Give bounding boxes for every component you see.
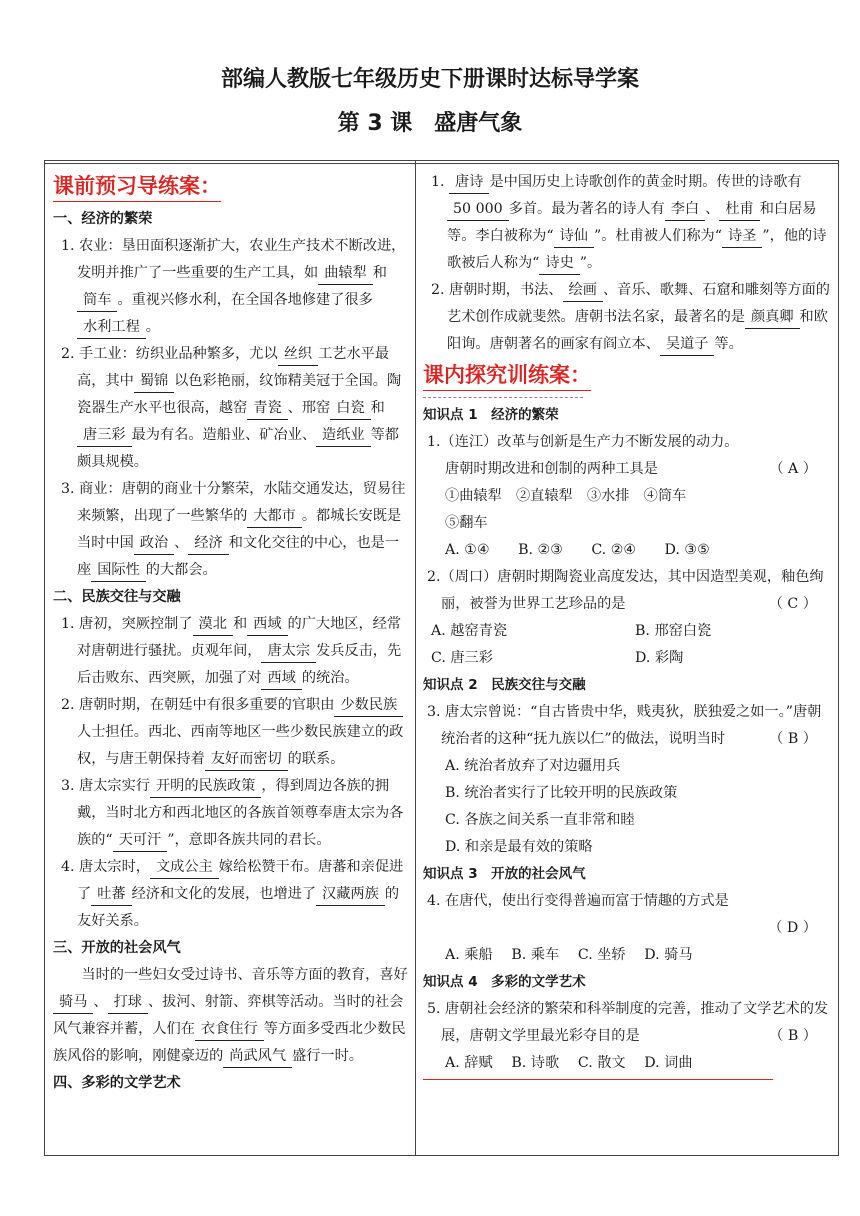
ethnic-item-3: 3. 唐太宗实行 开明的民族政策 ，得到周边各族的拥戴，当时北方和西北地区的各族首领尊奉唐太宗为各族的“ 天可汗 ”，意即各族共同的君长。 <box>53 773 409 854</box>
heading-economy: 一、经济的繁荣 <box>53 211 153 227</box>
social-paragraph: 当时的一些妇女受过诗书、音乐等方面的教育，喜好骑马 、 打球 、拔河、射箭、弈棋等活动。当时的社会风气兼容并蓄，人们在 衣食住行 等方面多受西北少数民族风俗的影响，刚健豪迈的 尚武风气 盛行一时。 <box>53 962 409 1070</box>
answer-1: （ A ） <box>769 461 817 477</box>
lesson-title: 第 3 课 盛唐气象 <box>337 111 523 136</box>
question-4: 4. 在唐代，使出行变得普遍而富于情趣的方式是 （ D ） A. 乘船 B. 乘车 C. 坐轿 D. 骑马 <box>423 888 835 969</box>
art-item-2: 2. 唐朝时期，书法、 绘画 、音乐、歌舞、石窟和雕刻等方面的艺术创作成就斐然。唐朝书法名家，最著名的是 颜真卿 和欧阳询。唐朝著名的画家有阎立本、 吴道子 等。 <box>423 277 835 358</box>
left-column <box>53 169 409 1155</box>
heading-art: 四、多彩的文学艺术 <box>53 1075 181 1091</box>
economy-handicraft: 2. 手工业：纺织业品种繁多，尤以 丝织 工艺水平最高，其中 蜀锦 以色彩艳丽，纹饰精美冠于全国。陶瓷器生产水平也很高，越窑 青瓷 、邢窑 白瓷 和唐三彩 最为有名。造船业、矿冶业、 造纸业 等都颇具规模。 <box>53 341 409 476</box>
inclass-section-title: 课内探究训练案： <box>423 360 591 391</box>
question-3: 3. 唐太宗曾说：“自古皆贵中华，贱夷狄，朕独爱之如一。”唐朝统治者的这种“抚九族以仁”的做法，说明当时 （ B ） A. 统治者放弃了对边疆用兵 B. 统治者实行了比较开明的民族政策 C. 各族之间关系一直非常和睦 D. 和亲是最有效的策略 <box>423 699 835 861</box>
knowledge-point-3: 知识点 3 开放的社会风气 <box>423 866 586 882</box>
answer-2: （ C ） <box>768 596 817 612</box>
question-2: 2.（周口）唐朝时期陶瓷业高度发达，其中因造型美观，釉色绚丽，被誉为世界工艺珍品的是 （ C ） A. 越窑青瓷 B. 邢窑白瓷 C. 唐三彩 D. 彩陶 <box>423 564 835 672</box>
question-5: 5. 唐朝社会经济的繁荣和科举制度的完善，推动了文学艺术的发展，唐朝文学里最光彩夺目的是 （ B ） A. 辞赋 B. 诗歌 C. 散文 D. 词曲 <box>423 996 835 1077</box>
answer-4: （ D ） <box>768 920 817 936</box>
ethnic-item-2: 2. 唐朝时期，在朝廷中有很多重要的官职由 少数民族人士担任。西北、西南等地区一些少数民族建立的政权，与唐王朝保持着 友好而密切 的联系。 <box>53 692 409 773</box>
red-end-line <box>423 1079 773 1080</box>
ethnic-item-1: 1. 唐初，突厥控制了 漠北 和 西域 的广大地区，经常对唐朝进行骚扰。贞观年间， 唐太宗 发兵反击，先后击败东、西突厥，加强了对 西域 的统治。 <box>53 611 409 692</box>
question-1: 1.（连江）改革与创新是生产力不断发展的动力。 唐朝时期改进和创制的两种工具是 （ A ） ①曲辕犁 ②直辕犁 ③水排 ④筒车 ⑤翻车 A. ①④ B. ②③ C. ②④ D. ③⑤ <box>423 429 835 564</box>
knowledge-point-1: 知识点 1 经济的繁荣 <box>423 407 559 423</box>
dashed-divider <box>423 397 583 398</box>
knowledge-point-4: 知识点 4 多彩的文学艺术 <box>423 974 586 990</box>
economy-commerce: 3. 商业：唐朝的商业十分繁荣，水陆交通发达，贸易往来频繁，出现了一些繁华的 大都市 。都城长安既是当时中国 政治 、 经济 和文化交往的中心，也是一座 国际性 的大都会。 <box>53 476 409 584</box>
worksheet-frame <box>44 160 839 1156</box>
answer-3: （ B ） <box>769 731 817 747</box>
frame-double-line <box>45 163 838 164</box>
preview-section-title: 课前预习导练案： <box>53 171 221 202</box>
document-title: 部编人教版七年级历史下册课时达标导学案 <box>220 67 639 92</box>
answer-5: （ B ） <box>769 1028 817 1044</box>
right-column <box>423 169 835 1155</box>
heading-ethnic: 二、民族交往与交融 <box>53 589 181 605</box>
knowledge-point-2: 知识点 2 民族交往与交融 <box>423 677 586 693</box>
economy-agriculture: 1. 农业：垦田面积逐渐扩大，农业生产技术不断改进，发明并推广了一些重要的生产工具，如 曲辕犁 和筒车 。重视兴修水利，在全国各地修建了很多水利工程 。 <box>53 233 409 341</box>
heading-social: 三、开放的社会风气 <box>53 940 181 956</box>
art-item-1: 1. 唐诗 是中国历史上诗歌创作的黄金时期。传世的诗歌有50 000 多首。最为著名的诗人有 李白 、 杜甫 和白居易等。李白被称为“ 诗仙 ”。杜甫被人们称为“ 诗圣 ”，他的诗歌被后人称为“ 诗史 ”。 <box>423 169 835 277</box>
column-divider <box>415 161 416 1155</box>
ethnic-item-4: 4. 唐太宗时， 文成公主 嫁给松赞干布。唐蕃和亲促进了 吐蕃 经济和文化的发展，也增进了 汉藏两族 的友好关系。 <box>53 854 409 935</box>
